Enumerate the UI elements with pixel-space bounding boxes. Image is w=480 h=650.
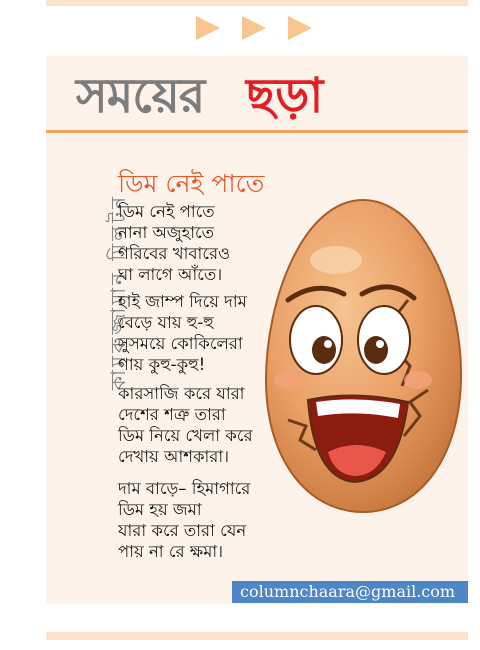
arrow-right-icon xyxy=(242,16,266,40)
email-bar xyxy=(232,581,468,603)
contact-email[interactable]: columnchaara@gmail.com xyxy=(240,582,456,601)
arrow-right-icon xyxy=(288,16,312,40)
masthead-title-part1: সময়ের xyxy=(76,68,205,124)
author-byline xyxy=(46,162,130,432)
poem-line: ঘা লাগে আঁতে। xyxy=(118,265,223,284)
poem-line: দেশের শত্রু তারা xyxy=(118,405,226,424)
poem-title: ডিম নেই পাতে xyxy=(118,169,265,198)
poem-line: যারা করে তারা যেন xyxy=(118,521,247,540)
masthead-divider xyxy=(46,130,468,133)
poem-line: সুসময়ে কোকিলেরা xyxy=(118,334,243,353)
poem-stanza-4 xyxy=(118,478,278,562)
arrow-right-icon xyxy=(196,16,220,40)
poem-line: দাম বাড়ে– হিমাগারে xyxy=(118,479,251,498)
poem-line: গরিবের খাবারেও xyxy=(118,244,231,263)
poem-line: ডিম হয় জমা xyxy=(118,500,202,519)
smiling-egg-icon xyxy=(258,190,468,520)
poem-stanza-1 xyxy=(118,201,278,285)
poem-line: কারসাজি করে যারা xyxy=(118,384,245,403)
poem-line: পায় না রে ক্ষমা। xyxy=(118,542,224,561)
poem-line: গায় কুহু-কুহু! xyxy=(118,355,206,374)
poem-line: হাই জাম্প দিয়ে দাম xyxy=(118,292,247,311)
bottom-decorative-rule xyxy=(46,632,468,640)
author-name: কামরুজ্জামান মিলটন xyxy=(106,194,130,390)
top-decorative-rule xyxy=(46,0,468,6)
poem-line: দেখায় আশকারা। xyxy=(118,447,230,466)
poem-stanza-3 xyxy=(118,383,278,467)
poem-line: বেড়ে যায় হু-হু xyxy=(118,313,214,332)
arrow-decoration xyxy=(196,16,326,42)
column-masthead xyxy=(46,58,468,130)
poem-line: ডিম নেই পাতে xyxy=(118,202,215,221)
poem-line: নানা অজুহাতে xyxy=(118,223,215,242)
masthead-title-part2: ছড়া xyxy=(246,68,324,124)
poem-line: ডিম নিয়ে খেলা করে xyxy=(118,426,253,445)
poem-stanza-2 xyxy=(118,291,278,375)
